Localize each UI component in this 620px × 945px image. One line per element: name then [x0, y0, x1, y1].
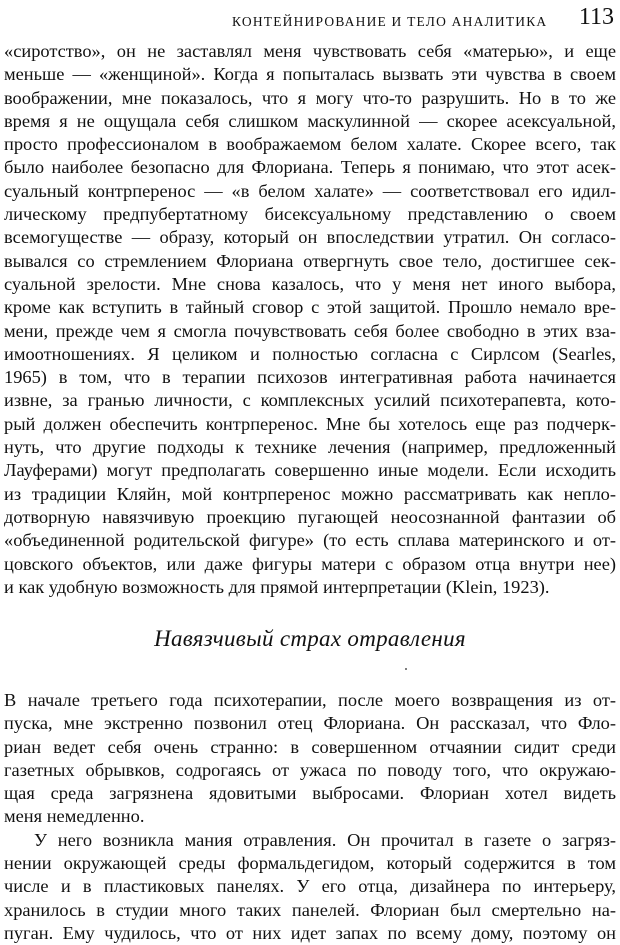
text-line: меня немедленно.: [4, 806, 145, 827]
text-line: мени, прежде чем я смогла почувствовать себя более свободно в этих вза-: [4, 320, 616, 341]
text-line: В начале третьего года психотерапии, после моего возвращения из от-: [4, 690, 616, 710]
text-line: цовского объектов, или даже фигуры матери с образом отца внутри нее): [4, 553, 616, 574]
text-line: «сиротство», он не заставлял меня чувствовать себя «матерью», и еще: [4, 41, 616, 61]
text-line: меньше — «женщиной». Когда я попыталась вызвать эти чувства в своем: [4, 64, 616, 85]
text-line: было наиболее безопасно для Флориана. Теперь я понимаю, что этот асек-: [4, 157, 616, 178]
text-line: риан ведет себя очень странно: в совершенном отчаянии сидит среди: [4, 736, 616, 757]
text-line: нуть, что другие подходы к технике лечения (например, предложенный: [4, 437, 616, 458]
text-line: суальной зрелости. Мне снова казалось, что у меня нет иного выбора,: [4, 273, 616, 294]
text-line: газетных обрывков, содрогаясь от ужаса по поводу того, что окружаю-: [4, 759, 616, 780]
section-heading: Навязчивый страх отравления: [154, 626, 466, 651]
text-line: всемогуществе — образу, который он впоследствии утратил. Он согласо-: [4, 227, 616, 248]
text-line: лическому предпубертатному бисексуальному представлению о своем: [4, 204, 616, 225]
text-line: время я не ощущала себя слишком маскулинной — скорее асексуальной,: [4, 110, 616, 131]
paragraph-continued: [4, 40, 616, 599]
text-line: «объединенной родительской фигуре» (то есть сплава материнского и от-: [4, 530, 616, 551]
running-head: [0, 4, 620, 34]
text-line: числе и в пластиковых панелях. У его отца, дизайнера по интерьеру,: [4, 876, 616, 897]
text-line: нении окружающей среды формальдегидом, который содержится в том: [4, 853, 616, 874]
text-line: из традиции Кляйн, мой контрперенос можно рассматривать как неплo-: [4, 483, 616, 504]
running-head-title: КОНТЕЙНИРОВАНИЕ И ТЕЛО АНАЛИТИКА: [232, 14, 548, 29]
text-line: пуска, мне экстренно позвонил отец Флориана. Он рассказал, что Фло-: [4, 713, 616, 734]
text-line: имоотношениях. Я целиком и полностью согласна с Сирлсом (Searles,: [4, 343, 616, 364]
section-body: [4, 689, 616, 945]
text-line: кроме как вступить в тайный сговор с этой защитой. Прошло немало вре-: [4, 297, 616, 318]
print-speck: [405, 668, 407, 670]
text-line: У него возникла мания отравления. Он прочитал в газете о загряз-: [34, 829, 616, 850]
text-line: воображении, мне показалось, что я могу что-то разрушить. Но в то же: [4, 87, 616, 108]
text-line: 1965) в том, что в терапии психозов интегративная работа начинается: [4, 367, 616, 388]
text-line: вывался со стремлением Флориана отвергнуть свое тело, достигшее сек-: [4, 250, 616, 271]
text-line: и как удобную возможность для прямой интерпретации (Klein, 1923).: [4, 576, 550, 597]
page-number: 113: [578, 4, 614, 30]
text-line: извне, за гранью личности, с комплексных усилий психотерапевта, кото-: [4, 390, 616, 411]
text-line: суальный контрперенос — «в белом халате» — соответствовал его идил-: [4, 180, 616, 201]
text-line: рый должен обеспечить контрперенос. Мне бы хотелось еще раз подчерк-: [4, 413, 616, 434]
text-line: дотворную навязчивую проекцию пугающей неосознанной фантазии об: [4, 506, 616, 527]
text-line: Лауферами) могут предполагать совершенно иные модели. Если исходить: [4, 460, 616, 481]
text-line: щая среда загрязнена ядовитыми выбросами. Флориан хотел видеть: [4, 783, 616, 804]
text-line: просто профессионалом в воображаемом белом халате. Скорее всего, так: [4, 134, 616, 155]
text-line: хранилось в студии много таких панелей. Флориан был смертельно на-: [4, 899, 616, 920]
text-line: пуган. Ему чудилось, что от них идет запах по всему дому, поэтому он: [4, 922, 616, 943]
